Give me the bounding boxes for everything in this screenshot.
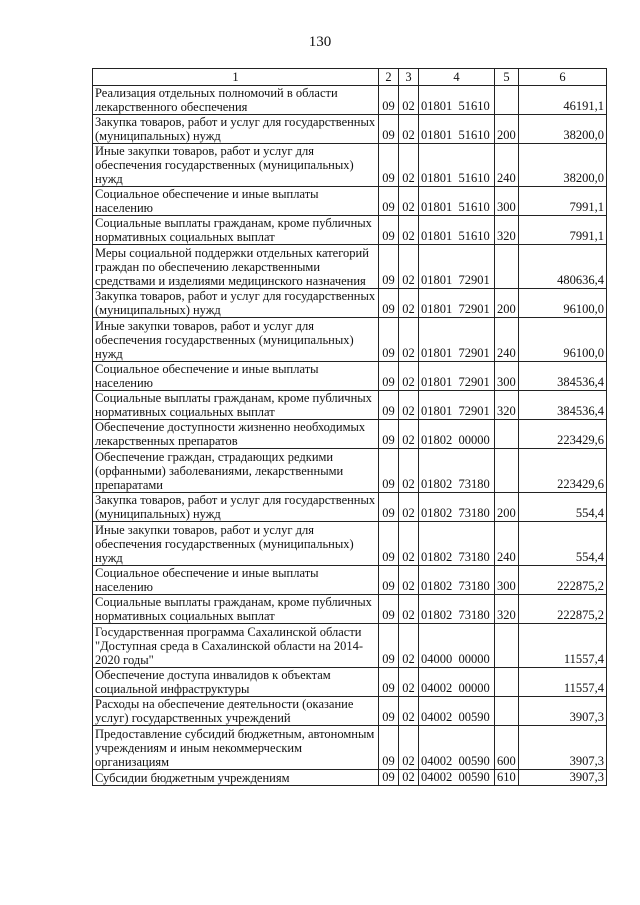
row-subsection: 02 <box>399 86 419 115</box>
row-name: Иные закупки товаров, работ и услуг для обеспечения государственных (муниципальных) нужд <box>93 522 379 566</box>
row-expense-type <box>495 245 519 289</box>
row-amount: 11557,4 <box>519 624 607 668</box>
row-subsection: 02 <box>399 216 419 245</box>
row-subsection: 02 <box>399 624 419 668</box>
row-expense-type <box>495 86 519 115</box>
row-target-article: 01801 51610 <box>419 86 495 115</box>
table-row <box>93 362 607 391</box>
row-expense-type: 320 <box>495 595 519 624</box>
row-section: 09 <box>379 115 399 144</box>
row-target-article: 01802 73180 <box>419 595 495 624</box>
row-expense-type: 240 <box>495 144 519 187</box>
row-name: Социальные выплаты гражданам, кроме публичных нормативных социальных выплат <box>93 595 379 624</box>
header-col-2: 2 <box>379 69 399 86</box>
row-subsection: 02 <box>399 668 419 697</box>
row-section: 09 <box>379 493 399 522</box>
row-expense-type: 300 <box>495 566 519 595</box>
row-section: 09 <box>379 726 399 770</box>
row-name: Социальное обеспечение и иные выплаты населению <box>93 187 379 216</box>
row-target-article: 01802 73180 <box>419 493 495 522</box>
row-target-article: 04002 00000 <box>419 668 495 697</box>
row-target-article: 04002 00590 <box>419 726 495 770</box>
header-col-5: 5 <box>495 69 519 86</box>
row-section: 09 <box>379 449 399 493</box>
row-target-article: 01801 51610 <box>419 187 495 216</box>
row-name: Меры социальной поддержки отдельных категорий граждан по обеспечению лекарственными средствами и изделиями медицинского назначения <box>93 245 379 289</box>
row-target-article: 01802 73180 <box>419 566 495 595</box>
table-row <box>93 522 607 566</box>
row-subsection: 02 <box>399 566 419 595</box>
row-expense-type: 240 <box>495 522 519 566</box>
row-name: Расходы на обеспечение деятельности (оказание услуг) государственных учреждений <box>93 697 379 726</box>
row-name: Иные закупки товаров, работ и услуг для обеспечения государственных (муниципальных) нужд <box>93 318 379 362</box>
budget-table <box>92 68 607 786</box>
row-section: 09 <box>379 420 399 449</box>
row-subsection: 02 <box>399 289 419 318</box>
row-expense-type: 320 <box>495 391 519 420</box>
table-row <box>93 187 607 216</box>
row-amount: 96100,0 <box>519 289 607 318</box>
table-row <box>93 420 607 449</box>
row-amount: 554,4 <box>519 522 607 566</box>
row-section: 09 <box>379 86 399 115</box>
row-expense-type <box>495 697 519 726</box>
row-amount: 554,4 <box>519 493 607 522</box>
row-subsection: 02 <box>399 144 419 187</box>
header-col-6: 6 <box>519 69 607 86</box>
row-target-article: 01802 73180 <box>419 522 495 566</box>
table-row <box>93 595 607 624</box>
row-target-article: 01802 73180 <box>419 449 495 493</box>
row-subsection: 02 <box>399 245 419 289</box>
row-amount: 223429,6 <box>519 449 607 493</box>
row-subsection: 02 <box>399 449 419 493</box>
row-section: 09 <box>379 318 399 362</box>
row-name: Социальные выплаты гражданам, кроме публичных нормативных социальных выплат <box>93 391 379 420</box>
row-section: 09 <box>379 289 399 318</box>
row-amount: 7991,1 <box>519 216 607 245</box>
row-name: Предоставление субсидий бюджетным, автономным учреждениям и иным некоммерческим организациям <box>93 726 379 770</box>
row-target-article: 01801 72901 <box>419 245 495 289</box>
table-row <box>93 668 607 697</box>
table-header-row <box>93 69 607 86</box>
row-amount: 480636,4 <box>519 245 607 289</box>
table-row <box>93 86 607 115</box>
row-target-article: 01801 51610 <box>419 144 495 187</box>
row-target-article: 01801 72901 <box>419 318 495 362</box>
row-subsection: 02 <box>399 115 419 144</box>
row-expense-type: 300 <box>495 187 519 216</box>
table-row <box>93 493 607 522</box>
row-subsection: 02 <box>399 522 419 566</box>
row-subsection: 02 <box>399 318 419 362</box>
row-subsection: 02 <box>399 420 419 449</box>
table-row <box>93 391 607 420</box>
row-amount: 7991,1 <box>519 187 607 216</box>
row-subsection: 02 <box>399 697 419 726</box>
row-section: 09 <box>379 187 399 216</box>
row-amount: 3907,3 <box>519 770 607 786</box>
table-row <box>93 449 607 493</box>
table-row <box>93 245 607 289</box>
row-amount: 3907,3 <box>519 726 607 770</box>
row-name: Социальное обеспечение и иные выплаты населению <box>93 566 379 595</box>
row-expense-type <box>495 624 519 668</box>
row-target-article: 01801 72901 <box>419 362 495 391</box>
row-expense-type: 200 <box>495 289 519 318</box>
row-target-article: 04000 00000 <box>419 624 495 668</box>
page-number: 130 <box>308 34 332 50</box>
row-expense-type: 240 <box>495 318 519 362</box>
row-expense-type: 200 <box>495 115 519 144</box>
row-target-article: 04002 00590 <box>419 770 495 786</box>
row-section: 09 <box>379 362 399 391</box>
row-amount: 384536,4 <box>519 391 607 420</box>
row-subsection: 02 <box>399 391 419 420</box>
row-section: 09 <box>379 595 399 624</box>
row-amount: 223429,6 <box>519 420 607 449</box>
row-amount: 3907,3 <box>519 697 607 726</box>
row-subsection: 02 <box>399 770 419 786</box>
table-row <box>93 566 607 595</box>
row-name: Закупка товаров, работ и услуг для государственных (муниципальных) нужд <box>93 115 379 144</box>
row-subsection: 02 <box>399 726 419 770</box>
row-section: 09 <box>379 697 399 726</box>
row-name: Иные закупки товаров, работ и услуг для обеспечения государственных (муниципальных) нужд <box>93 144 379 187</box>
row-name: Реализация отдельных полномочий в области лекарственного обеспечения <box>93 86 379 115</box>
row-amount: 96100,0 <box>519 318 607 362</box>
row-section: 09 <box>379 624 399 668</box>
header-col-4: 4 <box>419 69 495 86</box>
row-target-article: 04002 00590 <box>419 697 495 726</box>
row-amount: 222875,2 <box>519 595 607 624</box>
row-subsection: 02 <box>399 362 419 391</box>
row-expense-type <box>495 668 519 697</box>
row-section: 09 <box>379 566 399 595</box>
row-name: Субсидии бюджетным учреждениям <box>93 770 379 786</box>
table-row <box>93 144 607 187</box>
row-expense-type <box>495 449 519 493</box>
row-name: Закупка товаров, работ и услуг для государственных (муниципальных) нужд <box>93 289 379 318</box>
table-row <box>93 770 607 786</box>
row-target-article: 01801 72901 <box>419 391 495 420</box>
row-name: Государственная программа Сахалинской области "Доступная среда в Сахалинской области на 2014-2020 годы" <box>93 624 379 668</box>
row-section: 09 <box>379 391 399 420</box>
row-section: 09 <box>379 668 399 697</box>
row-name: Социальные выплаты гражданам, кроме публичных нормативных социальных выплат <box>93 216 379 245</box>
table-row <box>93 624 607 668</box>
row-expense-type <box>495 420 519 449</box>
row-name: Закупка товаров, работ и услуг для государственных (муниципальных) нужд <box>93 493 379 522</box>
row-section: 09 <box>379 144 399 187</box>
row-subsection: 02 <box>399 187 419 216</box>
row-section: 09 <box>379 770 399 786</box>
row-amount: 11557,4 <box>519 668 607 697</box>
header-col-1: 1 <box>93 69 379 86</box>
row-expense-type: 610 <box>495 770 519 786</box>
row-target-article: 01801 51610 <box>419 216 495 245</box>
table-row <box>93 115 607 144</box>
row-name: Обеспечение граждан, страдающих редкими (орфанными) заболеваниями, лекарственными препаратами <box>93 449 379 493</box>
row-subsection: 02 <box>399 595 419 624</box>
row-subsection: 02 <box>399 493 419 522</box>
row-target-article: 01801 72901 <box>419 289 495 318</box>
row-section: 09 <box>379 216 399 245</box>
table-row <box>93 216 607 245</box>
row-section: 09 <box>379 522 399 566</box>
row-amount: 46191,1 <box>519 86 607 115</box>
row-target-article: 01802 00000 <box>419 420 495 449</box>
row-name: Обеспечение доступности жизненно необходимых лекарственных препаратов <box>93 420 379 449</box>
row-target-article: 01801 51610 <box>419 115 495 144</box>
row-amount: 222875,2 <box>519 566 607 595</box>
table-row <box>93 697 607 726</box>
row-name: Обеспечение доступа инвалидов к объектам социальной инфраструктуры <box>93 668 379 697</box>
row-amount: 38200,0 <box>519 144 607 187</box>
row-section: 09 <box>379 245 399 289</box>
table-row <box>93 289 607 318</box>
table-row <box>93 726 607 770</box>
row-expense-type: 320 <box>495 216 519 245</box>
row-amount: 384536,4 <box>519 362 607 391</box>
row-amount: 38200,0 <box>519 115 607 144</box>
row-expense-type: 200 <box>495 493 519 522</box>
row-expense-type: 600 <box>495 726 519 770</box>
row-name: Социальное обеспечение и иные выплаты населению <box>93 362 379 391</box>
header-col-3: 3 <box>399 69 419 86</box>
table-row <box>93 318 607 362</box>
row-expense-type: 300 <box>495 362 519 391</box>
